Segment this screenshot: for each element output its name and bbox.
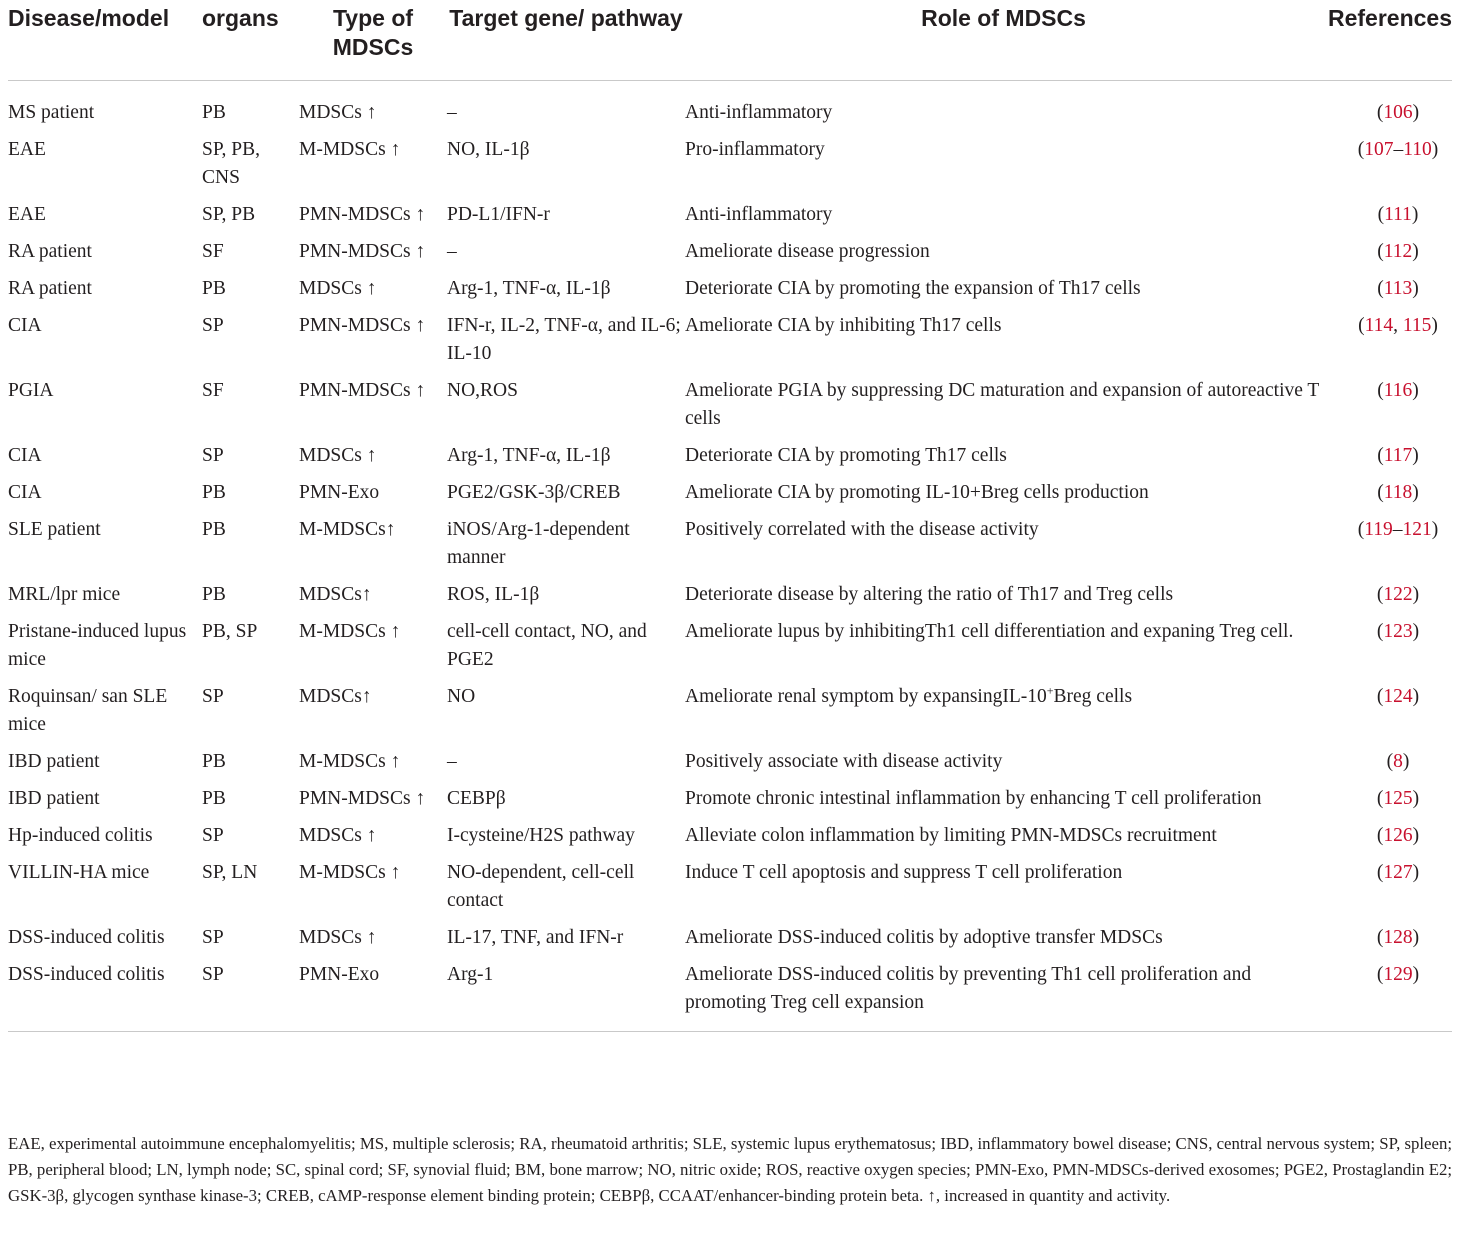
table-row (8, 303, 1452, 368)
cell-role: Alleviate colon inflammation by limiting PMN-MDSCs recruitment (685, 825, 1217, 846)
cell-disease-model: Roquinsan/ san SLE mice (8, 686, 168, 735)
cell-target-pathway: PGE2/GSK-3β/CREB (447, 482, 621, 503)
cell-target-pathway: NO (447, 686, 476, 707)
cell-target-pathway: IL-17, TNF, and IFN-r (447, 927, 624, 948)
cell-references: (106) (1376, 102, 1420, 123)
header-references: References (1327, 5, 1452, 31)
table-row (8, 192, 1452, 229)
cell-disease-model: Pristane-induced lupus mice (8, 621, 187, 670)
cell-references: (111) (1377, 204, 1419, 225)
cell-references: (129) (1376, 964, 1420, 985)
cell-references: (124) (1376, 686, 1420, 707)
cell-mdsc-type: PMN-Exo (299, 482, 380, 503)
cell-role: Pro-inflammatory (685, 139, 825, 160)
table-row (8, 433, 1452, 470)
reference-link[interactable]: 115 (1402, 315, 1432, 336)
table-row (8, 609, 1452, 674)
cell-mdsc-type: M-MDSCs ↑ (299, 621, 401, 642)
cell-mdsc-type: MDSCs↑ (299, 686, 372, 707)
cell-references: (119–121) (1357, 519, 1439, 540)
cell-target-pathway: – (447, 241, 457, 262)
cell-role: Induce T cell apoptosis and suppress T cell proliferation (685, 862, 1123, 883)
table-row (8, 572, 1452, 609)
reference-link[interactable]: 128 (1383, 927, 1413, 948)
reference-link[interactable]: 114 (1364, 315, 1394, 336)
cell-disease-model: SLE patient (8, 519, 101, 540)
cell-mdsc-type: MDSCs↑ (299, 584, 372, 605)
cell-organs: SP, PB (202, 204, 256, 225)
cell-target-pathway: PD-L1/IFN-r (447, 204, 550, 225)
cell-role: Promote chronic intestinal inflammation by enhancing T cell proliferation (685, 788, 1262, 809)
table-row (8, 813, 1452, 850)
cell-organs: PB (202, 278, 226, 299)
reference-link[interactable]: 123 (1383, 621, 1413, 642)
cell-mdsc-type: M-MDSCs ↑ (299, 139, 401, 160)
cell-disease-model: CIA (8, 445, 42, 466)
cell-disease-model: VILLIN-HA mice (8, 862, 150, 883)
reference-link[interactable]: 126 (1383, 825, 1413, 846)
cell-target-pathway: iNOS/Arg-1-dependent manner (447, 519, 630, 568)
reference-link[interactable]: 127 (1383, 862, 1413, 883)
table-row (8, 739, 1452, 776)
cell-disease-model: CIA (8, 315, 42, 336)
header-organs: organs (202, 5, 279, 31)
table-footnote: EAE, experimental autoimmune encephalomyelitis; MS, multiple sclerosis; RA, rheumatoid arthritis; SLE, systemic lupus erythematosus; IBD, inflammatory bowel disease; CNS, central nervous system; SP, spleen; PB, peripheral blood; LN, lymph node; SC, spinal cord; SF, synovial fluid; BM, bone marrow; NO, nitric oxide; ROS, reactive oxygen species; PMN-Exo, PMN-MDSCs-derived exosomes; PGE2, Prostaglandin E2; GSK-3β, glycogen synthase kinase-3; CREB, cAMP-response element binding protein; CEBPβ, CCAAT/enhancer-binding protein beta. ↑, increased in quantity and activity. (8, 1134, 1452, 1205)
table-row (8, 915, 1452, 952)
cell-references: (112) (1377, 241, 1419, 262)
table-row (8, 470, 1452, 507)
cell-organs: SP (202, 315, 224, 336)
reference-link[interactable]: 122 (1383, 584, 1413, 605)
cell-references: (123) (1376, 621, 1420, 642)
table-row (8, 952, 1452, 1032)
reference-separator: – (1392, 519, 1403, 540)
cell-references: (118) (1377, 482, 1419, 503)
cell-references: (116) (1377, 380, 1419, 401)
cell-disease-model: Hp-induced colitis (8, 825, 153, 846)
reference-link[interactable]: 129 (1383, 964, 1413, 985)
reference-link[interactable]: 113 (1383, 278, 1413, 299)
cell-organs: SF (202, 241, 224, 262)
cell-role: Ameliorate CIA by promoting IL-10+Breg cells production (685, 482, 1149, 503)
header-type-of-mdscs: Type of MDSCs (332, 5, 414, 60)
cell-mdsc-type: PMN-MDSCs ↑ (299, 241, 426, 262)
cell-mdsc-type: MDSCs ↑ (299, 102, 377, 123)
table-row (8, 507, 1452, 572)
cell-references: (114, 115) (1358, 315, 1438, 336)
cell-disease-model: MS patient (8, 102, 95, 123)
reference-link[interactable]: 119 (1364, 519, 1393, 540)
cell-role: Positively associate with disease activity (685, 751, 1003, 772)
cell-disease-model: EAE (8, 139, 46, 160)
reference-link[interactable]: 124 (1383, 686, 1413, 707)
reference-link[interactable]: 121 (1402, 519, 1432, 540)
cell-organs: SP (202, 445, 224, 466)
cell-organs: PB (202, 788, 226, 809)
cell-role: Deteriorate CIA by promoting the expansion of Th17 cells (685, 278, 1141, 299)
cell-role: Positively correlated with the disease activity (685, 519, 1039, 540)
cell-mdsc-type: M-MDSCs↑ (299, 519, 396, 540)
cell-role: Ameliorate DSS-induced colitis by preventing Th1 cell proliferation and promoting Treg cell expansion (685, 964, 1252, 1013)
cell-role (685, 674, 1322, 739)
cell-organs: SP (202, 686, 224, 707)
cell-organs: SF (202, 380, 224, 401)
cell-target-pathway: Arg-1, TNF-α, IL-1β (447, 445, 611, 466)
cell-references: (107–110) (1357, 139, 1439, 160)
cell-target-pathway: ROS, IL-1β (447, 584, 540, 605)
cell-mdsc-type: MDSCs ↑ (299, 927, 377, 948)
cell-target-pathway: CEBPβ (447, 788, 506, 809)
table-row (8, 674, 1452, 739)
cell-mdsc-type: PMN-MDSCs ↑ (299, 204, 426, 225)
cell-target-pathway: NO, IL-1β (447, 139, 530, 160)
cell-references: (126) (1376, 825, 1420, 846)
cell-mdsc-type: MDSCs ↑ (299, 445, 377, 466)
cell-references: (122) (1376, 584, 1420, 605)
cell-role: Ameliorate PGIA by suppressing DC maturation and expansion of autoreactive T cells (685, 380, 1319, 429)
cell-mdsc-type: PMN-MDSCs ↑ (299, 788, 426, 809)
cell-target-pathway: NO,ROS (447, 380, 518, 401)
header-row (8, 0, 1452, 81)
role-text: Breg cells (1053, 686, 1133, 707)
cell-references: (8) (1386, 751, 1410, 772)
cell-role: Ameliorate disease progression (685, 241, 930, 262)
cell-references: (117) (1377, 445, 1419, 466)
cell-organs: PB (202, 519, 226, 540)
cell-disease-model: IBD patient (8, 788, 100, 809)
cell-references: (127) (1376, 862, 1420, 883)
header-role-of-mdscs: Role of MDSCs (921, 5, 1086, 31)
cell-mdsc-type: M-MDSCs ↑ (299, 751, 401, 772)
cell-target-pathway: – (447, 102, 457, 123)
cell-role: Ameliorate DSS-induced colitis by adoptive transfer MDSCs (685, 927, 1163, 948)
table-row (8, 368, 1452, 433)
cell-organs: PB (202, 751, 226, 772)
cell-mdsc-type: MDSCs ↑ (299, 278, 377, 299)
cell-role: Ameliorate lupus by inhibitingTh1 cell differentiation and expaning Treg cell. (685, 621, 1294, 642)
table-row (8, 127, 1452, 192)
cell-disease-model: DSS-induced colitis (8, 927, 165, 948)
cell-mdsc-type: PMN-Exo (299, 964, 380, 985)
cell-references: (125) (1376, 788, 1420, 809)
cell-organs: PB (202, 482, 226, 503)
cell-organs: PB, SP (202, 621, 258, 642)
reference-link[interactable]: 125 (1383, 788, 1413, 809)
header-target-gene-pathway: Target gene/ pathway (449, 5, 683, 31)
cell-references: (128) (1376, 927, 1420, 948)
cell-role: Anti-inflammatory (685, 102, 833, 123)
cell-role: Deteriorate disease by altering the ratio of Th17 and Treg cells (685, 584, 1174, 605)
role-text: Ameliorate renal symptom by expansingIL-10 (685, 686, 1047, 707)
cell-disease-model: CIA (8, 482, 42, 503)
table-row (8, 266, 1452, 303)
reference-link[interactable]: 110 (1403, 139, 1432, 160)
cell-disease-model: RA patient (8, 278, 92, 299)
cell-mdsc-type: PMN-MDSCs ↑ (299, 380, 426, 401)
reference-link[interactable]: 8 (1393, 751, 1403, 772)
reference-link[interactable]: 118 (1383, 482, 1413, 503)
table-row (8, 81, 1452, 128)
cell-organs: PB (202, 584, 226, 605)
cell-references: (113) (1377, 278, 1419, 299)
table-body (8, 81, 1452, 1032)
cell-disease-model: MRL/lpr mice (8, 584, 121, 605)
cell-organs: SP, LN (202, 862, 258, 883)
reference-link[interactable]: 112 (1383, 241, 1413, 262)
cell-disease-model: IBD patient (8, 751, 100, 772)
table-row (8, 229, 1452, 266)
mdsc-table (8, 0, 1452, 1032)
cell-organs: SP (202, 927, 224, 948)
cell-role: Ameliorate CIA by inhibiting Th17 cells (685, 315, 1002, 336)
cell-mdsc-type: M-MDSCs ↑ (299, 862, 401, 883)
cell-disease-model: PGIA (8, 380, 54, 401)
cell-disease-model: DSS-induced colitis (8, 964, 165, 985)
cell-target-pathway: NO-dependent, cell-cell contact (447, 862, 635, 911)
reference-link[interactable]: 117 (1383, 445, 1413, 466)
cell-target-pathway: Arg-1, TNF-α, IL-1β (447, 278, 611, 299)
cell-organs: PB (202, 102, 226, 123)
cell-mdsc-type: MDSCs ↑ (299, 825, 377, 846)
cell-organs: SP, PB, CNS (202, 139, 261, 188)
cell-target-pathway: IFN-r, IL-2, TNF-α, and IL-6; IL-10 (447, 315, 681, 364)
table-row (8, 776, 1452, 813)
cell-mdsc-type: PMN-MDSCs ↑ (299, 315, 426, 336)
cell-disease-model: RA patient (8, 241, 92, 262)
cell-organs: SP (202, 964, 224, 985)
table-header (8, 0, 1452, 81)
reference-link[interactable]: 111 (1384, 204, 1412, 225)
reference-link[interactable]: 107 (1364, 139, 1394, 160)
cell-target-pathway: I-cysteine/H2S pathway (447, 825, 635, 846)
reference-separator: , (1393, 315, 1403, 336)
cell-organs: SP (202, 825, 224, 846)
reference-separator: – (1393, 139, 1404, 160)
cell-target-pathway: cell-cell contact, NO, and PGE2 (447, 621, 647, 670)
reference-link[interactable]: 116 (1383, 380, 1413, 401)
cell-role: Deteriorate CIA by promoting Th17 cells (685, 445, 1007, 466)
header-disease-model: Disease/model (8, 5, 170, 31)
cell-disease-model: EAE (8, 204, 46, 225)
reference-link[interactable]: 106 (1383, 102, 1413, 123)
role-superscript: + (1046, 683, 1054, 698)
cell-target-pathway: Arg-1 (447, 964, 494, 985)
cell-target-pathway: – (447, 751, 457, 772)
table-row (8, 850, 1452, 915)
cell-role: Anti-inflammatory (685, 204, 833, 225)
table-container (8, 0, 1452, 1032)
